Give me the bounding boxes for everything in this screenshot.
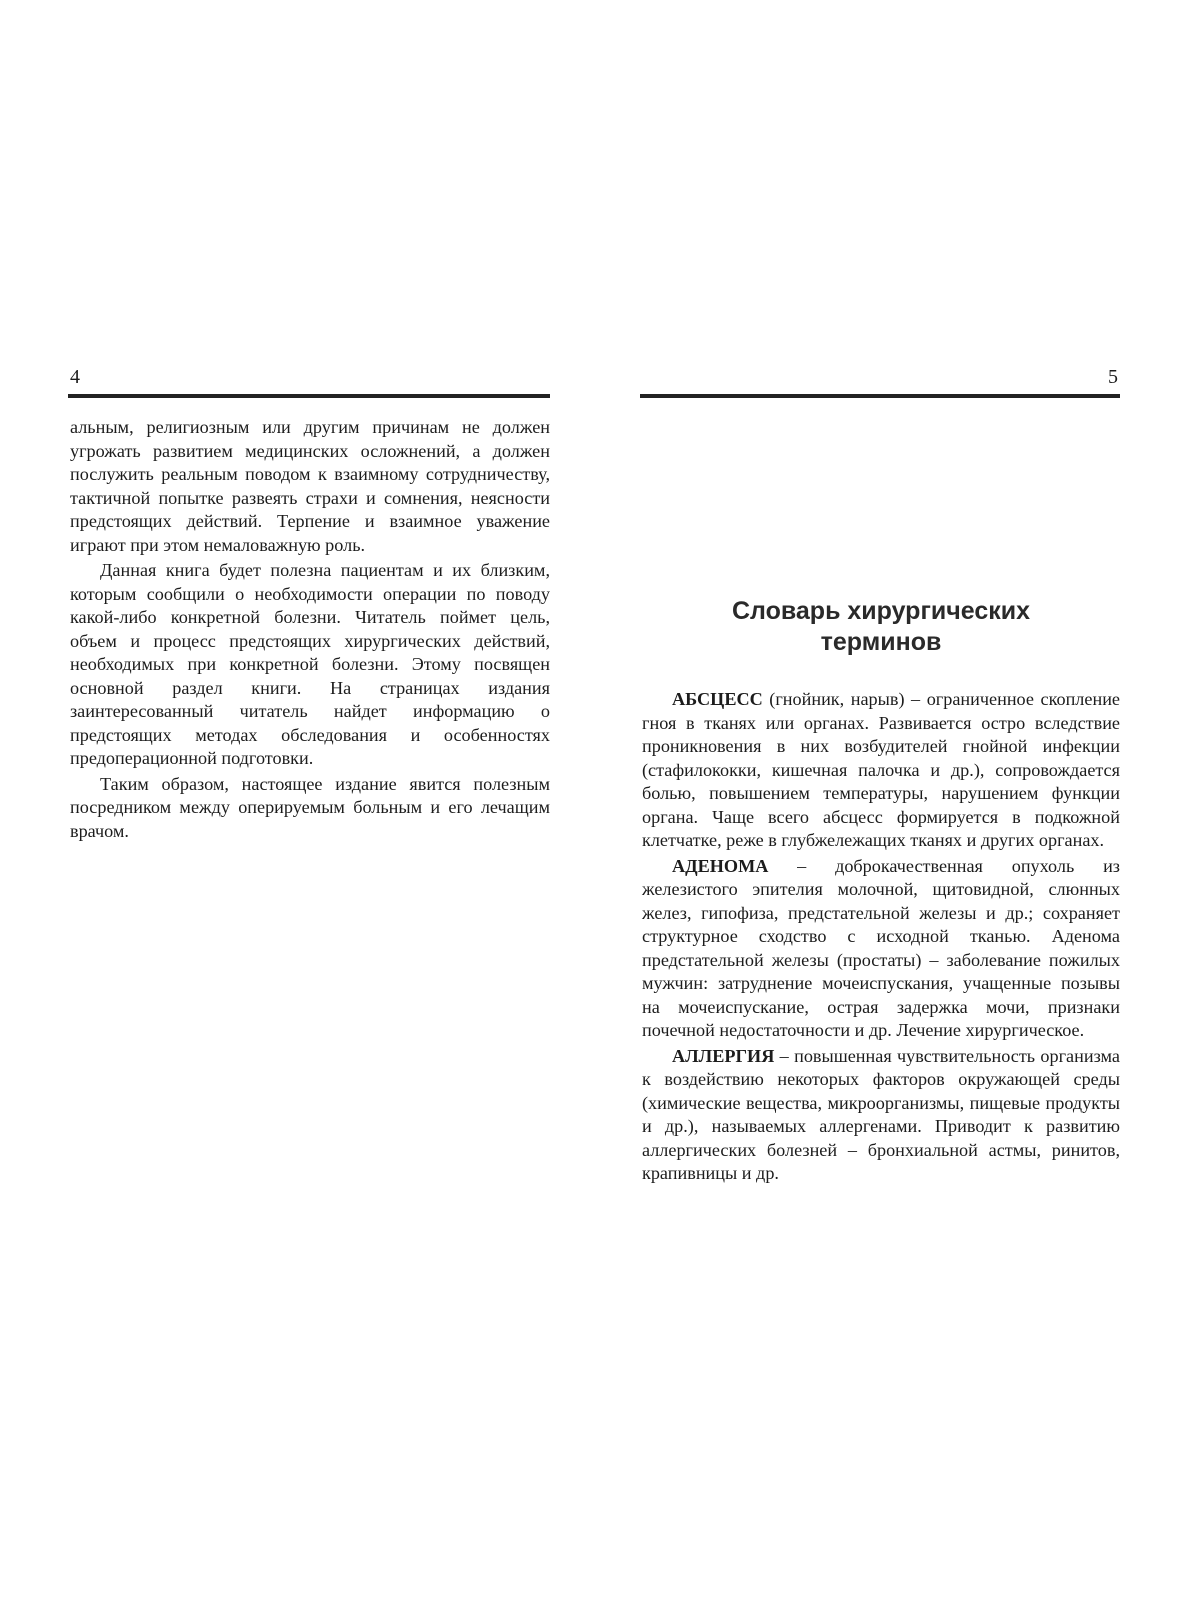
page-number-left: 4 bbox=[70, 366, 80, 388]
right-page bbox=[600, 0, 1200, 1600]
glossary-definition: – повышенная чувствительность организма к воздействию некоторых факторов окружающей среды (химические вещества, микроорганизмы, пищевые продукты и др.), называемых аллергенами. Приводит к развитию аллергических болезней – бронхиальной астмы, ринитов, крапивницы и др. bbox=[642, 1045, 1120, 1183]
page-number-right: 5 bbox=[1108, 366, 1118, 388]
glossary-entry bbox=[642, 688, 1120, 853]
section-heading bbox=[642, 596, 1120, 658]
paragraph: альным, религиозным или другим причинам не должен угрожать развитием медицинских осложнений, а должен послужить реальным поводом к взаимному сотрудничеству, тактичной попытке развеять страхи и сомнения, неясности предстоящих действий. Терпение и взаимное уважение играют при этом немаловажную роль. bbox=[70, 417, 550, 555]
glossary-body bbox=[642, 688, 1120, 1188]
glossary-definition: – доброкачественная опухоль из железистого эпителия молочной, щитовидной, слюнных желез, гипофиза, предстательной железы и др.; сохраняет структурное сходство с исходной тканью. Аденома предстательной железы (простаты) – заболевание пожилых мужчин: затруднение мочеиспускания, учащенные позывы на мочеиспускание, острая задержка мочи, признаки почечной недостаточности и др. Лечение хирургическое. bbox=[642, 855, 1120, 1040]
glossary-term: АЛЛЕРГИЯ bbox=[672, 1045, 775, 1066]
paragraph: Данная книга будет полезна пациентам и их близким, которым сообщили о необходимости операции по поводу какой-либо конкретной болезни. Читатель поймет цель, объем и процесс предстоящих хирургических действий, необходимых при конкретной болезни. Этому посвящен основной раздел книги. На страницах издания заинтересованный читатель найдет информацию о предстоящих методах обследования и особенностях предоперационной подготовки. bbox=[70, 560, 550, 768]
header-rule-left bbox=[68, 394, 550, 398]
paragraph: Таким образом, настоящее издание явится полезным посредником между оперируемым больным и его лечащим врачом. bbox=[70, 773, 550, 841]
glossary-entry bbox=[642, 855, 1120, 1043]
glossary-definition: (гнойник, нарыв) – ограниченное скопление гноя в тканях или органах. Развивается остро вследствие проникновения в них возбудителей гнойной инфекции (стафилококки, кишечная палочка и др.), сопровождается болью, повышением температуры, нарушением функции органа. Чаще всего абсцесс формируется в подкожной клетчатке, реже в глубжележащих тканях и других органах. bbox=[642, 689, 1120, 850]
glossary-term: АБСЦЕСС bbox=[672, 689, 763, 709]
glossary-entry bbox=[642, 1045, 1120, 1186]
header-rule-right bbox=[640, 394, 1120, 398]
section-heading-line: терминов bbox=[820, 628, 942, 656]
glossary-term: АДЕНОМА bbox=[672, 855, 769, 876]
left-page-body bbox=[70, 416, 550, 845]
section-heading-line: Словарь хирургических bbox=[731, 597, 1031, 625]
